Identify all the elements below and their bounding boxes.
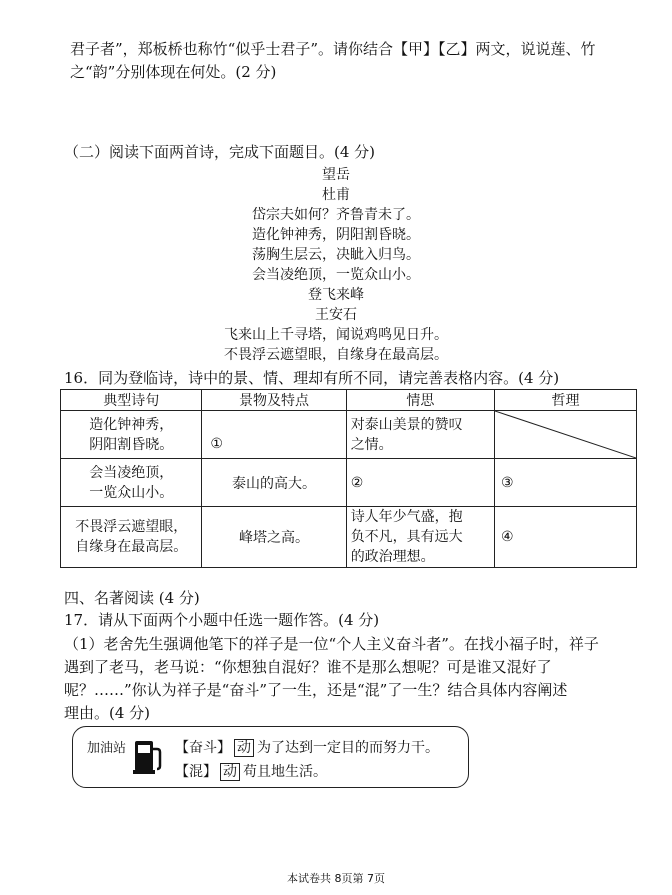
poem1-line: 会当凌绝顶，一览众山小。 bbox=[252, 267, 420, 283]
q16-table bbox=[60, 389, 637, 568]
table-header: 哲理 bbox=[494, 390, 636, 411]
philosophy-cell: ③ bbox=[494, 459, 636, 507]
emotion-cell bbox=[346, 411, 494, 459]
poem1-author: 杜甫 bbox=[322, 187, 350, 203]
cell-line: 之情。 bbox=[350, 436, 393, 453]
poem-block bbox=[0, 165, 672, 365]
poem-cell bbox=[61, 459, 202, 507]
cell-line: 自缘身在最高层。 bbox=[75, 539, 188, 555]
scene-cell: 峰塔之高。 bbox=[202, 507, 346, 568]
cell-line: 会当凌绝顶， bbox=[89, 464, 174, 481]
section2-heading: （二）阅读下面两首诗，完成下面题目。(4 分) bbox=[64, 143, 376, 161]
table-row bbox=[61, 507, 637, 568]
page-footer: 本试卷共 8页第 7页 bbox=[287, 872, 385, 885]
cell-line: 不畏浮云遮望眼， bbox=[75, 519, 188, 535]
table-header: 典型诗句 bbox=[61, 390, 202, 411]
gas-station-label: 加油站 bbox=[87, 741, 127, 756]
poem1-title: 望岳 bbox=[322, 167, 350, 183]
pos-tag: 动 bbox=[220, 763, 240, 781]
diagonal-line bbox=[495, 411, 636, 458]
emotion-cell bbox=[346, 459, 494, 507]
q17-sub1-line: 理由。(4 分) bbox=[64, 704, 151, 722]
poem2-title: 登飞来峰 bbox=[308, 287, 364, 303]
q17-sub1-line: 遇到了老马，老马说：“你想独自混好？谁不是那么想呢？可是谁又混好了 bbox=[64, 658, 552, 676]
table-header: 情思 bbox=[346, 390, 494, 411]
q17-sub1-line: （1）老舍先生强调他笔下的祥子是一位“个人主义奋斗者”。在找小福子时，祥子 bbox=[64, 635, 599, 653]
table-row bbox=[61, 411, 637, 459]
intro-line-1: 君子者”，郑板桥也称竹“似乎士君子”。请你结合【甲】【乙】两文，说说莲、竹 bbox=[70, 40, 596, 58]
cell-line: 诗人年少气盛，抱 bbox=[350, 509, 463, 525]
entry-meaning: 为了达到一定目的而努力干。 bbox=[257, 740, 439, 756]
cell-line: 对泰山美景的赞叹 bbox=[350, 416, 463, 433]
entry-word: 【混】 bbox=[175, 764, 217, 780]
poem-cell bbox=[61, 411, 202, 459]
pos-tag: 动 bbox=[234, 739, 254, 757]
poem1-line: 荡胸生层云，决眦入归鸟。 bbox=[252, 247, 420, 263]
gas-entry-2 bbox=[175, 761, 327, 781]
philosophy-cell-blank bbox=[494, 411, 636, 459]
q17-prompt: 17．请从下面两个小题中任选一题作答。(4 分) bbox=[64, 611, 380, 629]
poem2-author: 王安石 bbox=[315, 307, 357, 323]
entry-word: 【奋斗】 bbox=[175, 740, 231, 756]
poem1-line: 造化钟神秀，阴阳割昏晓。 bbox=[252, 227, 420, 243]
poem-cell bbox=[61, 507, 202, 568]
emotion-cell bbox=[346, 507, 494, 568]
cell-line: 造化钟神秀， bbox=[89, 416, 174, 433]
entry-meaning: 苟且地生活。 bbox=[243, 764, 327, 780]
fuel-pump-icon bbox=[133, 737, 165, 775]
poem2-line: 不畏浮云遮望眼，自缘身在最高层。 bbox=[224, 347, 448, 363]
table-header: 景物及特点 bbox=[202, 390, 346, 411]
cell-line: 一览众山小。 bbox=[89, 484, 174, 501]
cell-line: 阴阳割昏晓。 bbox=[89, 436, 174, 453]
poem2-line: 飞来山上千寻塔，闻说鸡鸣见日升。 bbox=[224, 327, 448, 343]
table-row bbox=[61, 459, 637, 507]
cell-line: 的政治理想。 bbox=[350, 549, 435, 565]
cell-line: ② bbox=[350, 474, 364, 491]
table-header-row bbox=[61, 390, 637, 411]
scene-cell: 泰山的高大。 bbox=[202, 459, 346, 507]
cell-line: 负不凡，具有远大 bbox=[350, 529, 463, 545]
gas-station-box bbox=[72, 726, 469, 788]
section4-heading: 四、名著阅读 (4 分) bbox=[64, 589, 200, 607]
poem1-line: 岱宗夫如何？齐鲁青未了。 bbox=[252, 207, 420, 223]
q17-sub1-line: 呢？……”你认为祥子是“奋斗”了一生，还是“混”了一生？结合具体内容阐述 bbox=[64, 681, 568, 699]
q16-prompt: 16．同为登临诗，诗中的景、情、理却有所不同，请完善表格内容。(4 分) bbox=[64, 369, 560, 387]
intro-line-2: 之“韵”分别体现在何处。(2 分) bbox=[70, 63, 277, 81]
philosophy-cell: ④ bbox=[494, 507, 636, 568]
scene-cell: ① bbox=[202, 411, 346, 459]
gas-entry-1 bbox=[175, 737, 439, 757]
